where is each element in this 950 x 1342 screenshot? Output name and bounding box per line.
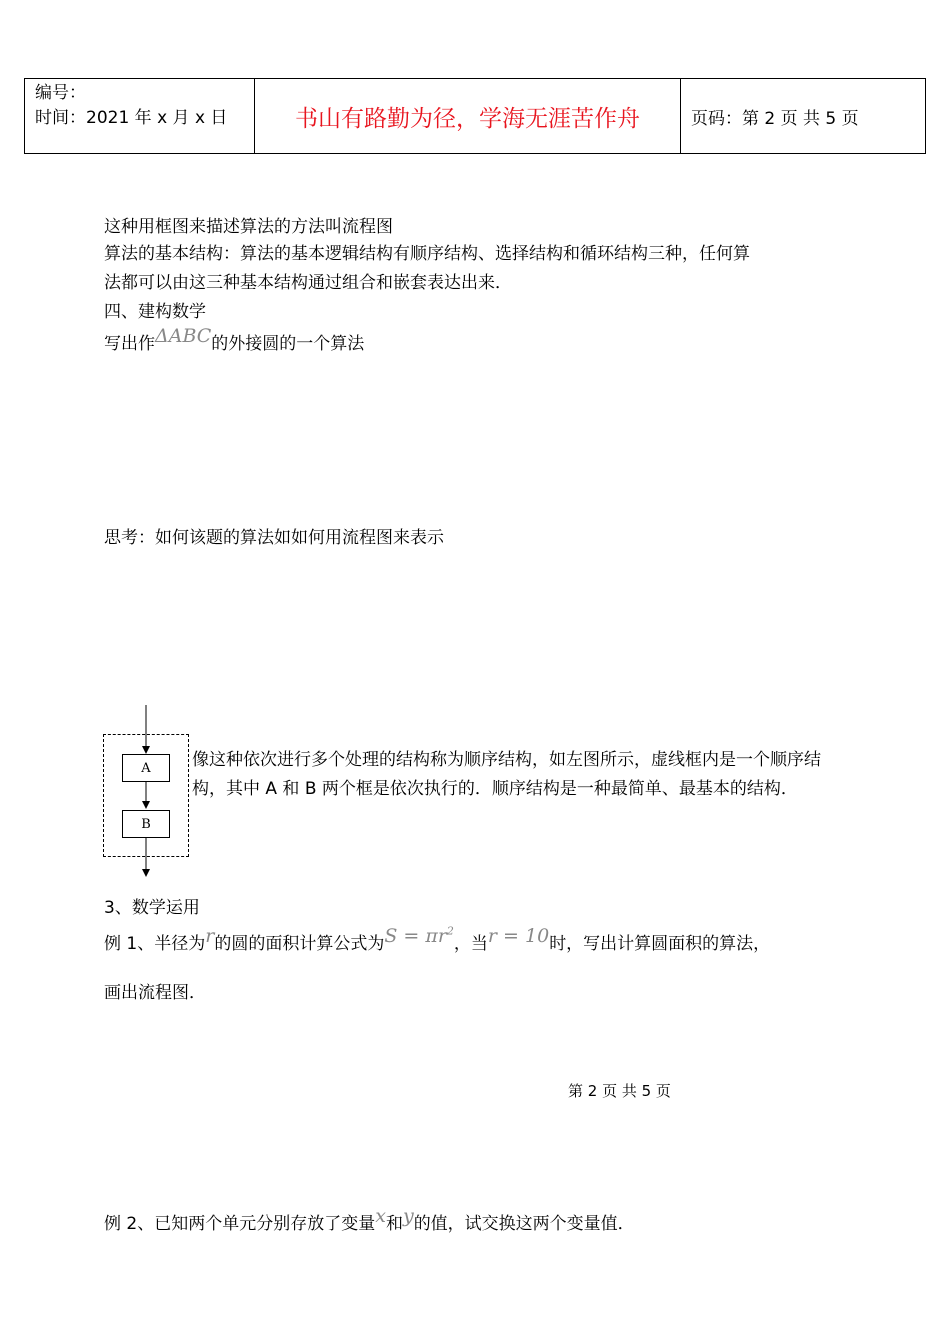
ex1-post: 时，写出计算圆面积的算法，: [549, 934, 771, 954]
task-post: 的外接圆的一个算法: [211, 334, 365, 354]
formula-base: S = πr: [384, 925, 447, 947]
example-2-line: [104, 1205, 635, 1234]
section-heading-4: 四、建构数学: [104, 302, 206, 322]
area-formula-math: [384, 925, 454, 947]
section-heading-3: 3、数学运用: [104, 898, 200, 918]
text-line-basic-structure: 算法的基本结构：算法的基本逻辑结构有顺序结构、选择结构和循环结构三种，任何算: [104, 244, 750, 264]
ex2-and: 和: [385, 1214, 403, 1234]
number-label: 编号：: [35, 83, 86, 103]
ex1-mid: 的圆的面积计算公式为: [214, 934, 385, 954]
ex1-when: ，当: [453, 934, 488, 954]
flow-arrows: [103, 705, 193, 880]
process-box-a: A: [122, 754, 170, 782]
sequence-structure-paragraph: 像这种依次进行多个处理的结构称为顺序结构，如左图所示，虚线框内是一个顺序结构，其中 A 和 B 两个框是依次执行的．顺序结构是一种最简单、最基本的结构．: [192, 750, 821, 799]
var-x-math: x: [375, 1205, 386, 1227]
example-1-line: [104, 924, 771, 954]
sequence-flowchart: [103, 705, 193, 880]
think-line: 思考：如何该题的算法如如何用流程图来表示: [104, 528, 444, 548]
header-meta: [25, 79, 255, 153]
ex2-post: 的值，试交换这两个变量值．: [413, 1214, 635, 1234]
text-line-flowchart-def: 这种用框图来描述算法的方法叫流程图: [104, 217, 393, 237]
page-header: [24, 78, 926, 154]
radius-condition-math: r = 10: [487, 925, 550, 947]
task-pre: 写出作: [104, 334, 155, 354]
process-box-b: B: [122, 810, 170, 838]
var-y-math: y: [402, 1205, 414, 1227]
header-motto: 书山有路勤为径，学海无涯苦作舟: [255, 79, 681, 153]
ex2-pre: 例 2、已知两个单元分别存放了变量: [104, 1214, 376, 1234]
time-label: 时间：2021 年 x 月 x 日: [35, 108, 228, 128]
text-line-basic-structure-cont: 法都可以由这三种基本结构通过组合和嵌套表达出来．: [104, 273, 512, 293]
ex1-pre: 例 1、半径为: [104, 934, 206, 954]
example-1-line-2: 画出流程图．: [104, 983, 206, 1003]
page-footer: 第 2 页 共 5 页: [568, 1082, 671, 1100]
task-line: [104, 325, 365, 354]
radius-r-math: r: [205, 925, 215, 947]
formula-exponent: 2: [446, 924, 454, 938]
header-page-info: 页码：第 2 页 共 5 页: [691, 108, 859, 129]
triangle-abc-math: ΔABC: [155, 325, 212, 347]
